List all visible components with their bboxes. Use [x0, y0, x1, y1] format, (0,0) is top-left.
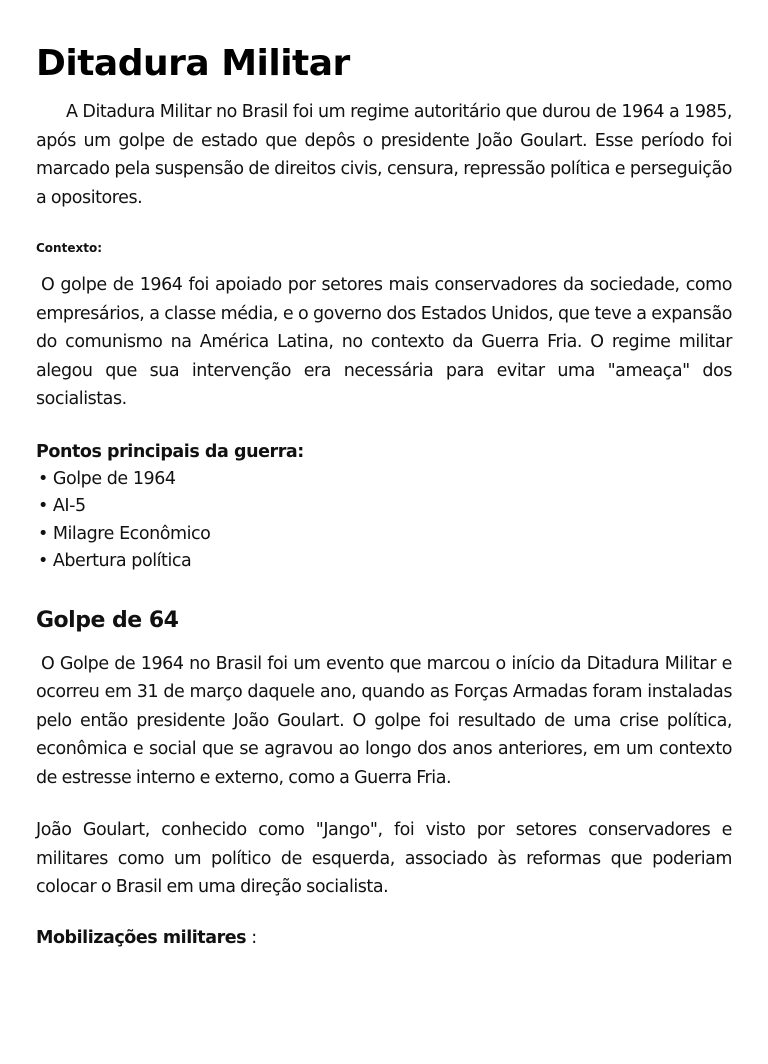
list-item: [36, 548, 732, 576]
list-item: [36, 466, 732, 494]
bullet-icon: •: [38, 468, 48, 489]
context-text: O golpe de 1964 foi apoiado por setores mais conservadores da sociedade, como empresários, a classe média, e o governo dos Estados Unidos, que teve a expansão do comunismo na América Latina, no contexto da Guerra Fria. O regime militar alegou que sua intervenção era necessária para evitar uma "ameaça" dos socialistas.: [36, 275, 732, 409]
bullet-icon: •: [38, 523, 48, 544]
points-list: [36, 466, 732, 576]
bullet-icon: •: [38, 551, 48, 571]
intro-paragraph: [36, 98, 732, 212]
list-item: [36, 521, 732, 549]
list-item: [36, 493, 732, 521]
document-title: Ditadura Militar: [36, 43, 350, 84]
section-heading-golpe: Golpe de 64: [36, 607, 179, 633]
bullet-icon: •: [38, 496, 48, 516]
list-item-text: Golpe de 1964: [52, 468, 176, 489]
context-paragraph: [36, 271, 732, 414]
document-page: [0, 40, 768, 1064]
golpe-paragraph: [36, 650, 732, 793]
list-item-text: Milagre Econômico: [52, 523, 211, 544]
list-item-text: Abertura política: [52, 551, 192, 571]
golpe-text: O Golpe de 1964 no Brasil foi um evento que marcou o início da Ditadura Militar e ocorreu em 31 de março daquele ano, quando as Forças Armadas foram instaladas pelo então presidente João Goulart. O golpe foi resultado de uma crise política, econômica e social que se agravou ao longo dos anos anteriores, em um contexto de estresse interno e externo, como a Guerra Fria.: [36, 653, 732, 788]
mobilizations-heading-suffix: :: [246, 927, 257, 948]
mobilizations-heading: [36, 924, 732, 952]
jango-paragraph: João Goulart, conhecido como "Jango", foi visto por setores conservadores e militares como um político de esquerda, associado às reformas que poderiam colocar o Brasil em uma direção socialista.: [36, 820, 732, 897]
intro-text: A Ditadura Militar no Brasil foi um regime autoritário que durou de 1964 a 1985, após um golpe de estado que depôs o presidente João Goulart. Esse período foi marcado pela suspensão de direitos civis, censura, repressão política e perseguição a opositores.: [36, 102, 732, 208]
points-heading: Pontos principais da guerra:: [36, 441, 304, 462]
mobilizations-heading-text: Mobilizações militares: [36, 927, 247, 948]
context-heading: Contexto:: [36, 241, 102, 255]
list-item-text: AI-5: [52, 496, 86, 516]
